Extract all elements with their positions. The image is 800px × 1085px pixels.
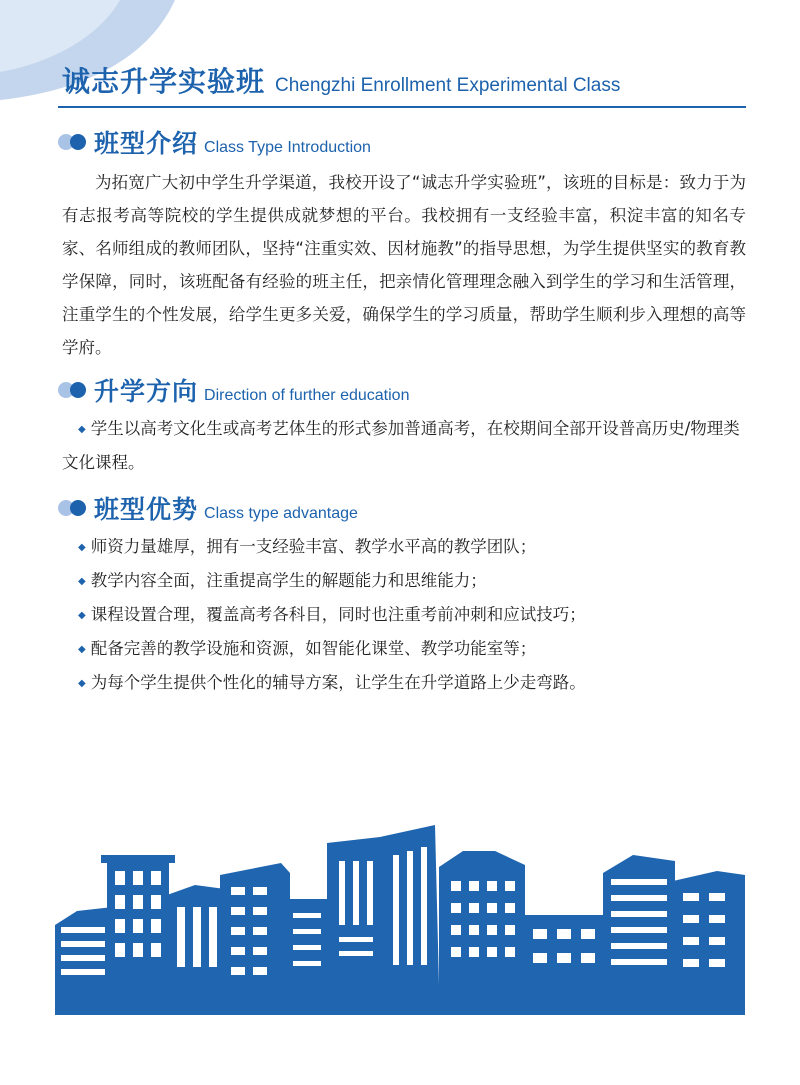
- dots-icon: [58, 498, 90, 518]
- diamond-bullet-icon: ◆: [78, 424, 86, 435]
- list-item: ◆ 课程设置合理，覆盖高考各科目，同时也注重考前冲刺和应试技巧；: [78, 598, 746, 632]
- section-title-cn: 班型优势: [94, 495, 199, 524]
- section-title-en: Class Type Introduction: [204, 139, 371, 156]
- diamond-bullet-icon: ◆: [78, 576, 86, 587]
- dots-icon: [58, 380, 90, 400]
- intro-paragraph: 为拓宽广大初中学生升学渠道，我校开设了“诚志升学实验班”，该班的目标是：致力于为有志报考高等院校的学生提供成就梦想的平台。我校拥有一支经验丰富，积淀丰富的知名专家、名师组成的教师团队，坚持“注重实效、因材施教”的指导思想，为学生提供坚实的教育教学保障，同时，该班配备有经验的班主任，把亲情化管理理念融入到学生的学习和生活管理，注重学生的个性发展，给学生更多关爱，确保学生的学习质量，帮助学生顺利步入理想的高等学府。: [62, 173, 746, 357]
- diamond-bullet-icon: ◆: [78, 610, 86, 621]
- diamond-bullet-icon: ◆: [78, 644, 86, 655]
- section-title-cn: 班型介绍: [94, 129, 199, 158]
- section-title-en: Direction of further education: [204, 387, 410, 404]
- section-title-cn: 升学方向: [94, 377, 199, 406]
- direction-paragraph: [62, 412, 746, 479]
- advantage-list: [78, 530, 746, 700]
- list-item: ◆ 为每个学生提供个性化的辅导方案，让学生在升学道路上少走弯路。: [78, 666, 746, 700]
- diamond-bullet-icon: ◆: [78, 678, 86, 689]
- section-heading-intro: [58, 124, 371, 160]
- section-title-en: Class type advantage: [204, 505, 358, 522]
- dots-icon: [58, 132, 90, 152]
- city-skyline-illustration: [55, 815, 745, 1015]
- list-item: ◆ 师资力量雄厚，拥有一支经验丰富、教学水平高的教学团队；: [78, 530, 746, 564]
- section-heading-direction: [58, 372, 409, 408]
- list-item: ◆ 配备完善的教学设施和资源，如智能化课堂、教学功能室等；: [78, 632, 746, 666]
- direction-text: 学生以高考文化生或高考艺体生的形式参加普通高考，在校期间全部开设普高历史/物理类文化课程。: [62, 419, 740, 472]
- list-item: ◆ 教学内容全面，注重提高学生的解题能力和思维能力；: [78, 564, 746, 598]
- page-title-cn: 诚志升学实验班: [62, 65, 266, 98]
- section-heading-advantage: [58, 490, 358, 526]
- title-divider: [58, 106, 746, 108]
- page-title: [62, 60, 746, 100]
- page-title-en: Chengzhi Enrollment Experimental Class: [275, 75, 621, 96]
- diamond-bullet-icon: ◆: [78, 542, 86, 553]
